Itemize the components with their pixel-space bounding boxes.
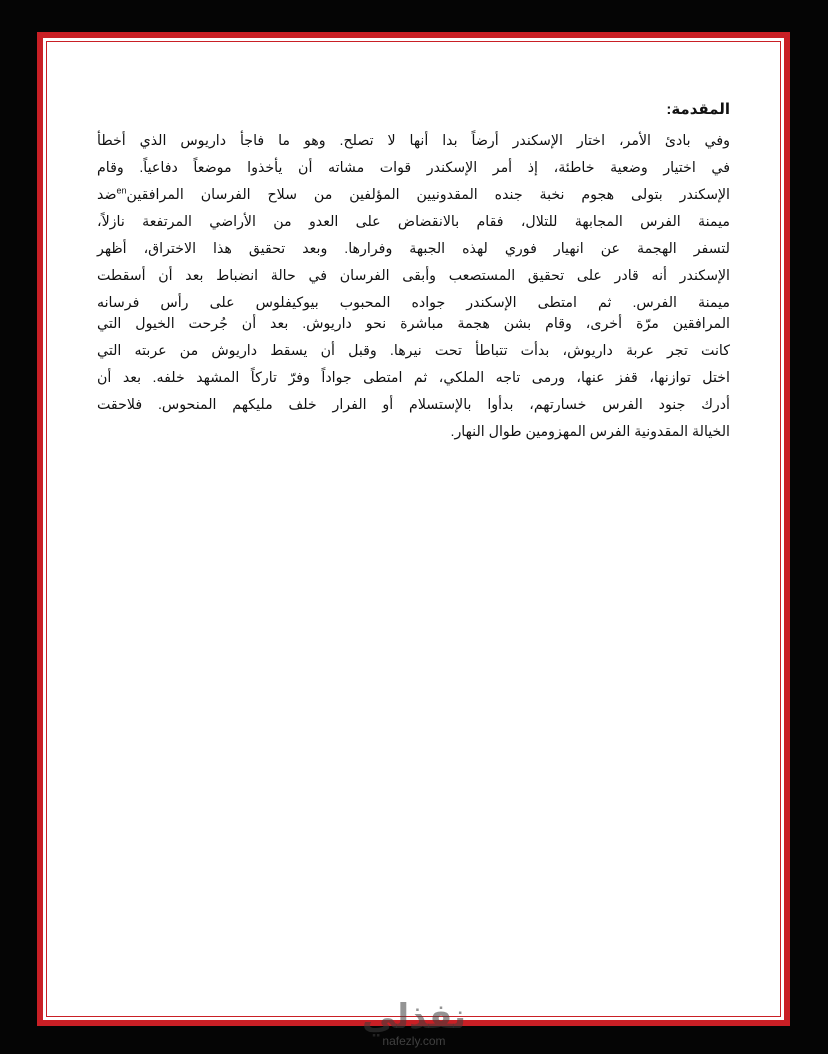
text-line-7: ميمنة الفرس. ثم امتطى الإسكندر جواده المحبوب بيوكيفلوس على رأس فرسانه — [97, 295, 730, 311]
text-line-3-tail: ضد — [97, 187, 117, 203]
text-line-6: الإسكندر أنه قادر على تحقيق المستصعب وأبقى الفرسان في حالة انضباط بعد أن أسقطت — [97, 268, 730, 284]
text-line-10: اختل توازنها، قفز عنها، ورمى تاجه الملكي، ثم امتطى جواداً وفرّ تاركاً المشهد خلفه. بعد أن — [97, 370, 730, 386]
watermark-url: nafezly.com — [382, 1034, 446, 1048]
text-line-9: كانت تجر عربة داريوش، بدأت تتباطأ تحت نيرها. وقبل أن يسقط داريوش من عربته التي — [97, 343, 730, 359]
text-line-1: وفي بادئ الأمر، اختار الإسكندر أرضاً بدا أنها لا تصلح. وهو ما فاجأ داريوس الذي أخطأ — [97, 133, 730, 149]
text-line-11: أدرك جنود الفرس خسارتهم، بدأوا بالإستسلام أو الفرار خلف مليكهم المنحوس. فلاحقت — [97, 397, 730, 413]
text-line-2: في اختيار وضعية خاطئة، إذ أمر الإسكندر قوات مشاته أن يأخذوا موضعاً دفاعياً. وقام — [97, 160, 730, 176]
text-line-12: الخيالة المقدونية الفرس المهزومين طوال النهار. — [450, 424, 730, 440]
paragraph — [97, 128, 730, 446]
text-line-8: المرافقين مرّة أخرى، وقام بشن هجمة مباشرة نحو داريوش. بعد أن جُرحت الخيول التي — [97, 316, 730, 332]
document-page — [37, 32, 790, 1026]
footnote-ref: en — [116, 185, 127, 196]
text-line-3 — [97, 182, 730, 209]
document-body — [97, 100, 730, 446]
text-line-4: ميمنة الفرس المجابهة للتلال، فقام بالانقضاض على العدو من الأراضي المرتفعة نازلاً، — [97, 214, 730, 230]
section-heading: المقدمة: — [666, 101, 730, 118]
text-line-3-main: الإسكندر بتولى هجوم نخبة جنده المقدونيين المؤلفين من سلاح الفرسان المرافقين — [126, 187, 730, 203]
text-line-5: لتسفر الهجمة عن انهيار فوري لهذه الجبهة وفرارها. وبعد تحقيق هذا الاختراق، أظهر — [97, 241, 730, 257]
watermark-logo: نفذلي — [361, 998, 467, 1036]
